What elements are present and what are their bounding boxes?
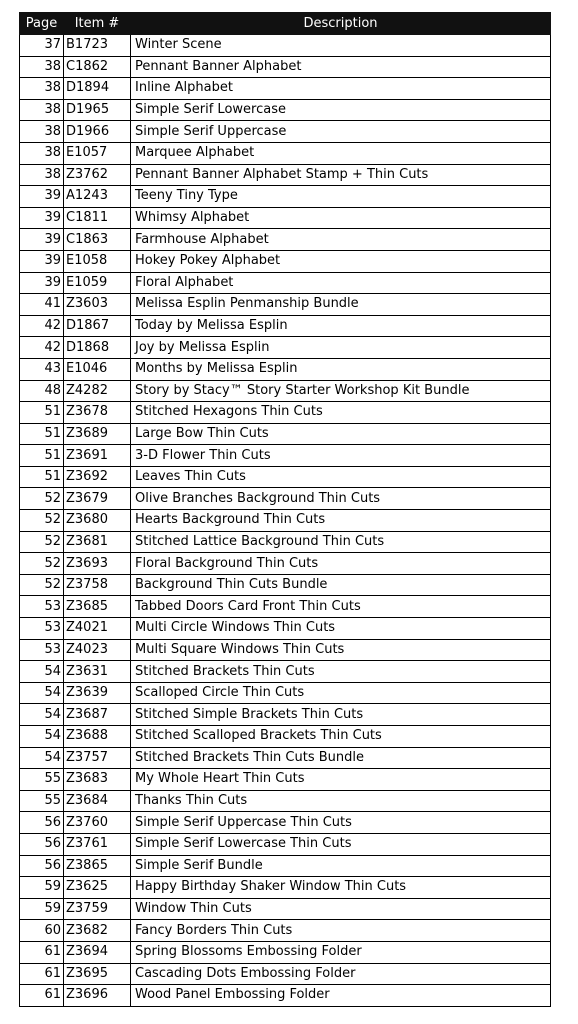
item-number-cell: D1965 (64, 99, 131, 121)
table-row (20, 704, 551, 726)
table-row (20, 272, 551, 294)
table-row (20, 337, 551, 359)
description-cell: Background Thin Cuts Bundle (131, 574, 551, 596)
item-number-cell: Z4021 (64, 618, 131, 640)
item-number-cell: Z3695 (64, 963, 131, 985)
table-row (20, 164, 551, 186)
page-cell: 39 (20, 229, 64, 251)
description-cell: Hearts Background Thin Cuts (131, 510, 551, 532)
item-number-cell: Z3689 (64, 423, 131, 445)
page-cell: 41 (20, 294, 64, 316)
page-cell: 52 (20, 574, 64, 596)
item-number-cell: Z3683 (64, 769, 131, 791)
table-row (20, 250, 551, 272)
description-cell: Simple Serif Lowercase (131, 99, 551, 121)
description-cell: Tabbed Doors Card Front Thin Cuts (131, 596, 551, 618)
item-number-cell: Z3625 (64, 877, 131, 899)
item-number-cell: Z3685 (64, 596, 131, 618)
description-cell: Simple Serif Lowercase Thin Cuts (131, 833, 551, 855)
description-cell: Stitched Brackets Thin Cuts Bundle (131, 747, 551, 769)
page-cell: 56 (20, 812, 64, 834)
page-cell: 38 (20, 99, 64, 121)
description-cell: Stitched Hexagons Thin Cuts (131, 402, 551, 424)
page-cell: 61 (20, 963, 64, 985)
table-row (20, 510, 551, 532)
page-cell: 39 (20, 272, 64, 294)
description-cell: Whimsy Alphabet (131, 207, 551, 229)
page-cell: 48 (20, 380, 64, 402)
description-cell: Teeny Tiny Type (131, 186, 551, 208)
table-row (20, 423, 551, 445)
description-cell: Happy Birthday Shaker Window Thin Cuts (131, 877, 551, 899)
description-cell: Multi Circle Windows Thin Cuts (131, 618, 551, 640)
header-description: Description (131, 13, 551, 35)
table-row (20, 380, 551, 402)
table-row (20, 574, 551, 596)
item-number-cell: Z3680 (64, 510, 131, 532)
page-cell: 37 (20, 35, 64, 57)
item-number-cell: Z3631 (64, 661, 131, 683)
item-number-cell: Z3759 (64, 898, 131, 920)
table-row (20, 553, 551, 575)
item-number-cell: D1894 (64, 78, 131, 100)
description-cell: Simple Serif Uppercase (131, 121, 551, 143)
table-row (20, 618, 551, 640)
description-cell: Scalloped Circle Thin Cuts (131, 682, 551, 704)
page-cell: 54 (20, 661, 64, 683)
item-number-cell: B1723 (64, 35, 131, 57)
item-number-cell: Z3682 (64, 920, 131, 942)
item-number-cell: Z3684 (64, 790, 131, 812)
description-cell: Floral Alphabet (131, 272, 551, 294)
item-number-cell: Z3678 (64, 402, 131, 424)
item-number-cell: A1243 (64, 186, 131, 208)
table-row (20, 682, 551, 704)
description-cell: Simple Serif Uppercase Thin Cuts (131, 812, 551, 834)
page-cell: 38 (20, 56, 64, 78)
item-number-cell: E1059 (64, 272, 131, 294)
table-row (20, 812, 551, 834)
item-number-cell: C1862 (64, 56, 131, 78)
item-number-cell: Z3681 (64, 531, 131, 553)
page-cell: 38 (20, 121, 64, 143)
page-cell: 39 (20, 207, 64, 229)
table-row (20, 402, 551, 424)
page-cell: 53 (20, 639, 64, 661)
description-cell: Thanks Thin Cuts (131, 790, 551, 812)
description-cell: Winter Scene (131, 35, 551, 57)
page-cell: 61 (20, 985, 64, 1007)
page-cell: 54 (20, 747, 64, 769)
page-cell: 54 (20, 682, 64, 704)
table-row (20, 56, 551, 78)
item-number-cell: Z3762 (64, 164, 131, 186)
description-cell: Joy by Melissa Esplin (131, 337, 551, 359)
table-body (20, 35, 551, 1007)
table-row (20, 531, 551, 553)
table-row (20, 35, 551, 57)
page-cell: 42 (20, 315, 64, 337)
item-number-cell: E1046 (64, 358, 131, 380)
header-row (20, 13, 551, 35)
description-cell: Today by Melissa Esplin (131, 315, 551, 337)
page-cell: 51 (20, 402, 64, 424)
table-row (20, 207, 551, 229)
description-cell: Months by Melissa Esplin (131, 358, 551, 380)
page-cell: 52 (20, 510, 64, 532)
description-cell: Stitched Lattice Background Thin Cuts (131, 531, 551, 553)
description-cell: Simple Serif Bundle (131, 855, 551, 877)
table-row (20, 229, 551, 251)
description-cell: Olive Branches Background Thin Cuts (131, 488, 551, 510)
page-cell: 52 (20, 553, 64, 575)
page-cell: 39 (20, 186, 64, 208)
header-page: Page (20, 13, 64, 35)
description-cell: Stitched Simple Brackets Thin Cuts (131, 704, 551, 726)
item-number-cell: D1867 (64, 315, 131, 337)
description-cell: Story by Stacy™ Story Starter Workshop Kit Bundle (131, 380, 551, 402)
page-cell: 51 (20, 445, 64, 467)
item-number-cell: Z3692 (64, 466, 131, 488)
item-number-cell: Z3691 (64, 445, 131, 467)
table-row (20, 358, 551, 380)
item-number-cell: Z3679 (64, 488, 131, 510)
item-number-cell: C1811 (64, 207, 131, 229)
description-cell: Stitched Brackets Thin Cuts (131, 661, 551, 683)
item-number-cell: Z3603 (64, 294, 131, 316)
description-cell: Spring Blossoms Embossing Folder (131, 941, 551, 963)
item-number-cell: Z3757 (64, 747, 131, 769)
table-row (20, 661, 551, 683)
page-cell: 61 (20, 941, 64, 963)
page-cell: 54 (20, 726, 64, 748)
description-cell: Melissa Esplin Penmanship Bundle (131, 294, 551, 316)
description-cell: Fancy Borders Thin Cuts (131, 920, 551, 942)
table-row (20, 142, 551, 164)
description-cell: Wood Panel Embossing Folder (131, 985, 551, 1007)
table-row (20, 186, 551, 208)
description-cell: My Whole Heart Thin Cuts (131, 769, 551, 791)
item-number-cell: Z3758 (64, 574, 131, 596)
page-cell: 42 (20, 337, 64, 359)
description-cell: Window Thin Cuts (131, 898, 551, 920)
table-row (20, 294, 551, 316)
item-number-cell: D1966 (64, 121, 131, 143)
description-cell: Leaves Thin Cuts (131, 466, 551, 488)
page-cell: 55 (20, 790, 64, 812)
page-cell: 38 (20, 142, 64, 164)
table-row (20, 78, 551, 100)
page-cell: 38 (20, 78, 64, 100)
table-row (20, 99, 551, 121)
item-number-cell: Z3696 (64, 985, 131, 1007)
page-cell: 56 (20, 855, 64, 877)
page-cell: 59 (20, 898, 64, 920)
page-cell: 51 (20, 423, 64, 445)
item-number-cell: Z4023 (64, 639, 131, 661)
table-row (20, 833, 551, 855)
table-row (20, 790, 551, 812)
description-cell: Inline Alphabet (131, 78, 551, 100)
item-number-cell: E1057 (64, 142, 131, 164)
page-cell: 38 (20, 164, 64, 186)
description-cell: Hokey Pokey Alphabet (131, 250, 551, 272)
item-number-cell: Z3687 (64, 704, 131, 726)
description-cell: Stitched Scalloped Brackets Thin Cuts (131, 726, 551, 748)
table-row (20, 315, 551, 337)
description-cell: 3-D Flower Thin Cuts (131, 445, 551, 467)
page-cell: 51 (20, 466, 64, 488)
description-cell: Marquee Alphabet (131, 142, 551, 164)
item-number-cell: Z4282 (64, 380, 131, 402)
description-cell: Farmhouse Alphabet (131, 229, 551, 251)
item-number-cell: Z3693 (64, 553, 131, 575)
page-cell: 52 (20, 531, 64, 553)
catalog-table (19, 12, 551, 1007)
page-cell: 56 (20, 833, 64, 855)
description-cell: Cascading Dots Embossing Folder (131, 963, 551, 985)
description-cell: Floral Background Thin Cuts (131, 553, 551, 575)
description-cell: Large Bow Thin Cuts (131, 423, 551, 445)
page-cell: 60 (20, 920, 64, 942)
table-row (20, 596, 551, 618)
table-row (20, 639, 551, 661)
item-number-cell: Z3761 (64, 833, 131, 855)
page-cell: 59 (20, 877, 64, 899)
table-row (20, 877, 551, 899)
item-number-cell: Z3688 (64, 726, 131, 748)
page-cell: 52 (20, 488, 64, 510)
table-row (20, 855, 551, 877)
page-cell: 43 (20, 358, 64, 380)
item-number-cell: D1868 (64, 337, 131, 359)
page-cell: 53 (20, 596, 64, 618)
page-cell: 39 (20, 250, 64, 272)
item-number-cell: C1863 (64, 229, 131, 251)
item-number-cell: Z3694 (64, 941, 131, 963)
page-cell: 55 (20, 769, 64, 791)
table-row (20, 121, 551, 143)
table-row (20, 769, 551, 791)
description-cell: Pennant Banner Alphabet (131, 56, 551, 78)
table-row (20, 941, 551, 963)
table-row (20, 488, 551, 510)
item-number-cell: E1058 (64, 250, 131, 272)
page-cell: 54 (20, 704, 64, 726)
page-cell: 53 (20, 618, 64, 640)
table-row (20, 445, 551, 467)
table-row (20, 920, 551, 942)
table-row (20, 747, 551, 769)
table-header (20, 13, 551, 35)
item-number-cell: Z3639 (64, 682, 131, 704)
header-item-number: Item # (64, 13, 131, 35)
item-number-cell: Z3760 (64, 812, 131, 834)
description-cell: Pennant Banner Alphabet Stamp + Thin Cuts (131, 164, 551, 186)
table-row (20, 466, 551, 488)
description-cell: Multi Square Windows Thin Cuts (131, 639, 551, 661)
table-row (20, 726, 551, 748)
table-row (20, 985, 551, 1007)
table-row (20, 963, 551, 985)
table-row (20, 898, 551, 920)
item-number-cell: Z3865 (64, 855, 131, 877)
